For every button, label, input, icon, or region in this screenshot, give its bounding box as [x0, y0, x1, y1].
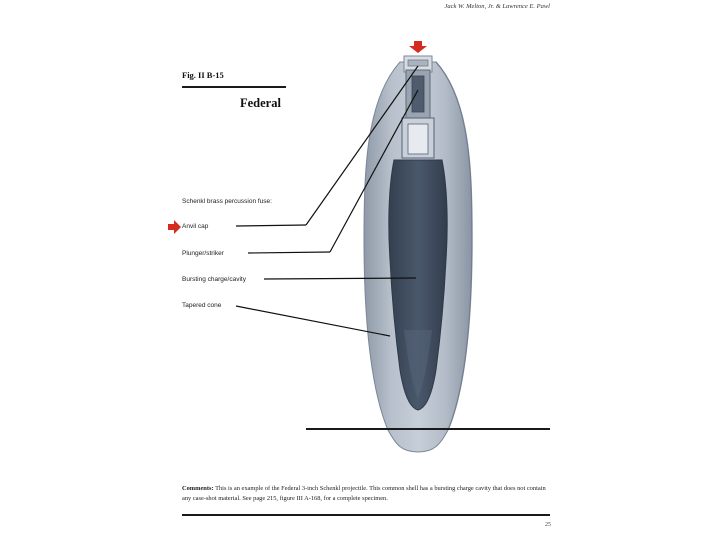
callout-intro: Schenkl brass percussion fuse: — [182, 198, 272, 205]
figure-title: Federal — [240, 96, 281, 110]
leader-plunger — [248, 252, 330, 253]
plunger-base — [408, 124, 428, 154]
figure-label: Fig. II B-15 — [182, 70, 224, 80]
comments-text: This is an example of the Federal 3-inch Schenkl projectile. This common shell has a bursting charge cavity that does not contain any case-shot material. See page 215, figure III A-168, for a complete specimen. — [182, 485, 546, 502]
comments-paragraph — [182, 484, 554, 503]
running-header-author: Jack W. Melton, Jr. & Lawrence E. Pawl — [444, 3, 550, 10]
footer-rule — [182, 514, 550, 516]
comments-heading: Comments: — [182, 485, 214, 492]
anvil-cap-marker-arrow — [168, 220, 181, 234]
figure-bottom-rule — [306, 428, 550, 430]
fuse-cap-top — [408, 60, 428, 66]
plunger-striker — [412, 76, 424, 112]
callout-anvil-cap: Anvil cap — [182, 223, 209, 230]
callout-tapered-cone: Tapered cone — [182, 302, 222, 309]
fuse-pointer-arrow — [409, 41, 427, 53]
callout-bursting-charge: Bursting charge/cavity — [182, 276, 246, 283]
leader-anvil-cap — [236, 225, 306, 226]
page-number: 25 — [545, 522, 551, 528]
callout-plunger-striker: Plunger/striker — [182, 250, 224, 257]
